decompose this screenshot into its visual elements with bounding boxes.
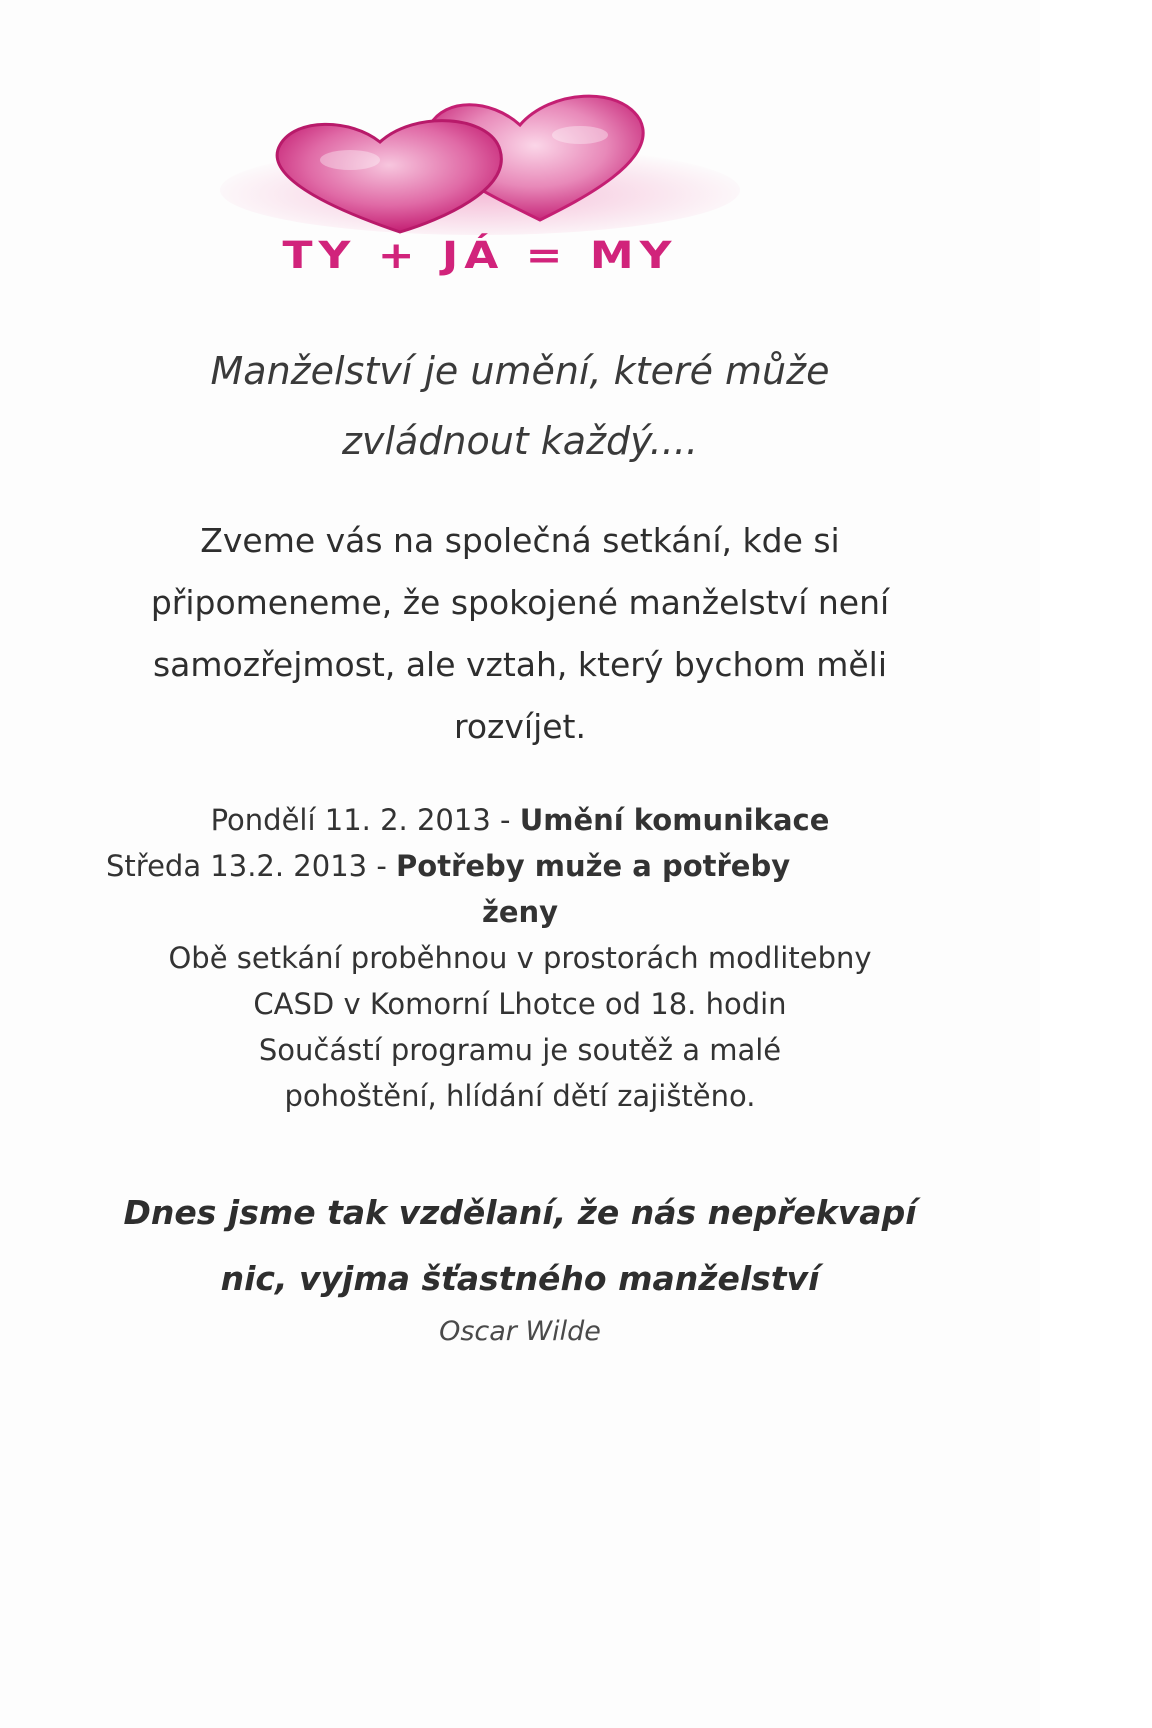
headline-line-1: Manželství je umění, které může <box>210 349 830 393</box>
quote-line-1: Dnes jsme tak vzdělaní, že nás nepřekvapí <box>123 1193 917 1232</box>
closing-quote <box>80 1180 960 1312</box>
invitation-line: samozřejmost, ale vztah, který bychom měli <box>152 645 887 684</box>
two-hearts-icon <box>200 80 760 240</box>
headline-line-2: zvládnout každý.... <box>341 419 698 463</box>
event-2-date: Středa 13.2. 2013 - <box>106 849 397 883</box>
event-2-title: Potřeby muže a potřeby <box>396 849 791 883</box>
scan-margin <box>1040 0 1152 1728</box>
event-1-date: Pondělí 11. 2. 2013 - <box>210 803 520 837</box>
event-1-title: Umění komunikace <box>519 803 830 837</box>
event-2-title-cont: ženy <box>481 895 559 929</box>
invitation-paragraph <box>80 510 960 758</box>
invitation-line: Zveme vás na společná setkání, kde si <box>200 521 840 560</box>
quote-line-2: nic, vyjma šťastného manželství <box>220 1259 820 1298</box>
location-line: Obě setkání proběhnou v prostorách modlitebny <box>168 941 872 975</box>
program-line: pohoštění, hlídání dětí zajištěno. <box>284 1079 756 1113</box>
location-line: CASD v Komorní Lhotce od 18. hodin <box>253 987 787 1021</box>
invitation-line: připomeneme, že spokojené manželství není <box>150 583 890 622</box>
program-line: Součástí programu je soutěž a malé <box>258 1033 782 1067</box>
event-2 <box>90 843 950 889</box>
quote-author: Oscar Wilde <box>439 1316 601 1347</box>
logo-title: TY + JÁ = MY <box>282 233 678 278</box>
hearts-logo <box>200 80 760 300</box>
invitation-line: rozvíjet. <box>454 707 586 746</box>
event-1 <box>90 797 950 843</box>
event-schedule <box>90 797 950 1119</box>
